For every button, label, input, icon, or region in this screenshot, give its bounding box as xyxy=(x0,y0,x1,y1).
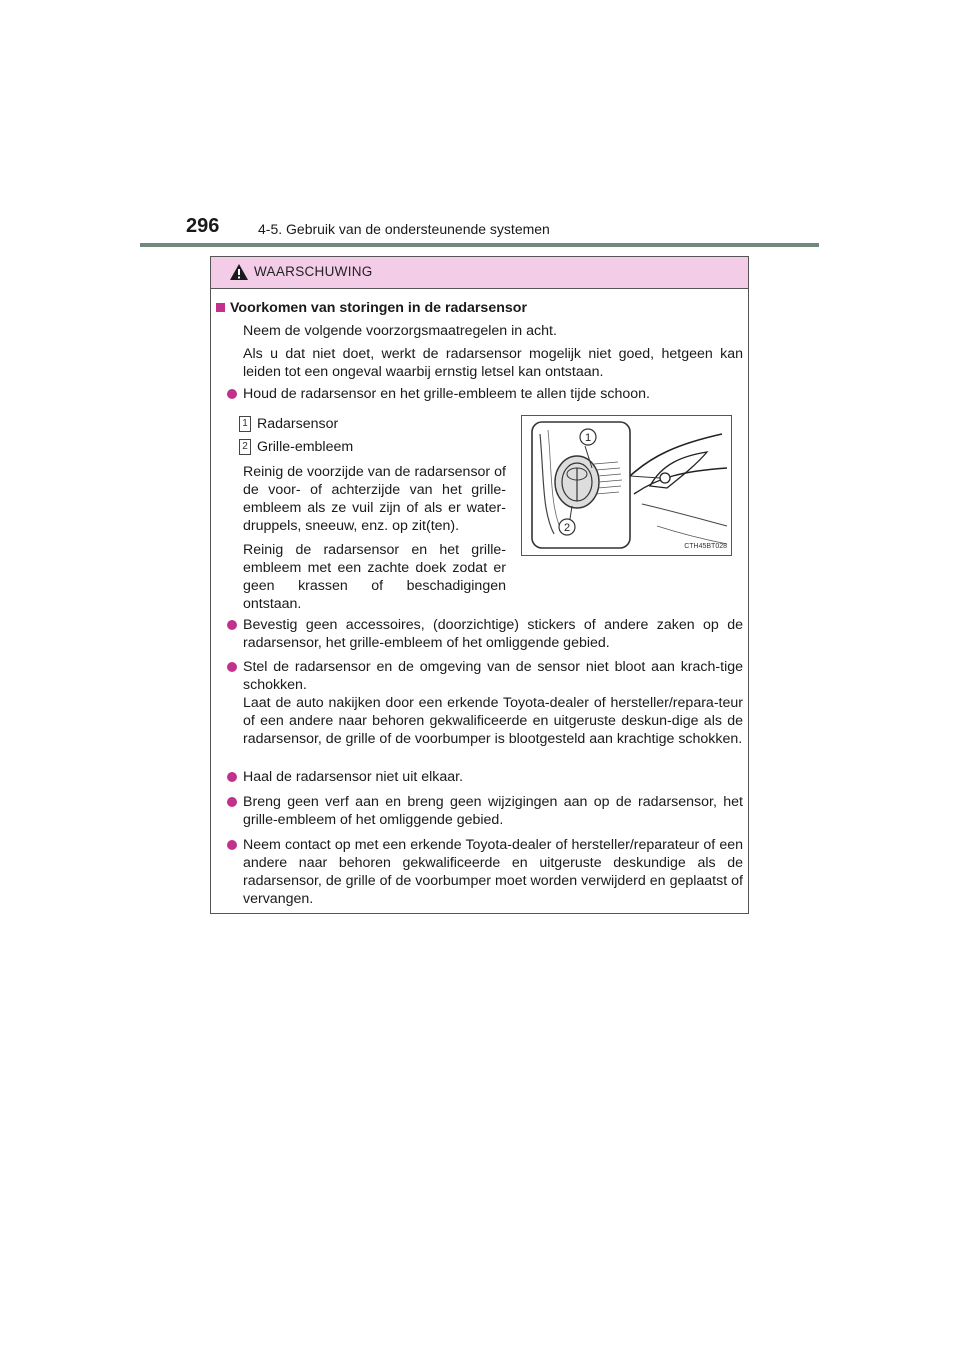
bullet-dot-icon xyxy=(227,620,237,630)
bullet-dot-icon xyxy=(227,797,237,807)
bullet-item-1: Houd de radarsensor en het grille-embleem te allen tijde schoon. xyxy=(243,386,650,402)
intro-text-1: Neem de volgende voorzorgsmaatregelen in acht. xyxy=(243,323,557,339)
car-front-illustration xyxy=(522,416,731,555)
figure-callout-2: 2 xyxy=(563,522,571,534)
warning-triangle-icon xyxy=(229,263,249,281)
bullet-item-3b: Laat de auto nakijken door een erkende Toyota-dealer of hersteller/repara-teur of een andere naar behoren gekwalificeerde en uitgeruste deskun-dige als de radarsensor, de grille of de voorbumper is blootgesteld aan krachtige schokken. xyxy=(243,695,743,747)
intro-text-2: Als u dat niet doet, werkt de radarsensor mogelijk niet goed, hetgeen kan leiden tot een ongeval waarbij ernstig letsel kan ontstaan. xyxy=(243,346,743,380)
bullet-dot-icon xyxy=(227,840,237,850)
bullet-item-5: Breng geen verf aan en breng geen wijzigingen aan op de radarsensor, het grille-embleem of het omliggende gebied. xyxy=(243,794,743,828)
bullet-item-6: Neem contact op met een erkende Toyota-dealer of hersteller/reparateur of een andere naar behoren gekwalificeerde en uitgeruste deskundige als de radarsensor, de grille of de voorbumper moet worden verwijderd en geplaatst of vervangen. xyxy=(243,837,743,907)
label-grille-embleem: Grille-embleem xyxy=(257,439,354,455)
bullet-dot-icon xyxy=(227,662,237,672)
square-bullet-icon xyxy=(216,303,225,312)
warning-heading: Voorkomen van storingen in de radarsensor xyxy=(230,300,527,316)
bullet-dot-icon xyxy=(227,389,237,399)
page-number: 296 xyxy=(186,215,220,237)
label-number-2: 2 xyxy=(239,439,251,455)
section-title: 4-5. Gebruik van de ondersteunende systemen xyxy=(258,221,550,237)
clean-text-1: Reinig de voorzijde van de radarsensor of de voor- of achterzijde van het grille-embleem als ze vuil zijn of als er water-druppels, sneeuw, enz. op zit(ten). xyxy=(243,464,506,534)
radar-sensor-figure xyxy=(521,415,732,556)
figure-callout-1: 1 xyxy=(584,432,592,444)
warning-header xyxy=(211,257,748,289)
bullet-item-4: Haal de radarsensor niet uit elkaar. xyxy=(243,769,464,785)
page-header xyxy=(0,0,960,250)
bullet-item-2: Bevestig geen accessoires, (doorzichtige) stickers of andere zaken op de radarsensor, het grille-embleem of het omliggende gebied. xyxy=(243,617,743,651)
label-radarsensor: Radarsensor xyxy=(257,416,339,432)
clean-text-2: Reinig de radarsensor en het grille-embleem met een zachte doek zodat er geen krassen of beschadigingen ontstaan. xyxy=(243,542,506,612)
header-rule xyxy=(140,243,819,247)
label-number-1: 1 xyxy=(239,416,251,432)
bullet-dot-icon xyxy=(227,772,237,782)
warning-title: WAARSCHUWING xyxy=(254,264,373,279)
bullet-item-3a: Stel de radarsensor en de omgeving van de sensor niet bloot aan krach-tige schokken. xyxy=(243,659,743,693)
warning-box xyxy=(210,256,749,914)
figure-code: CTH45BT028 xyxy=(684,543,727,550)
